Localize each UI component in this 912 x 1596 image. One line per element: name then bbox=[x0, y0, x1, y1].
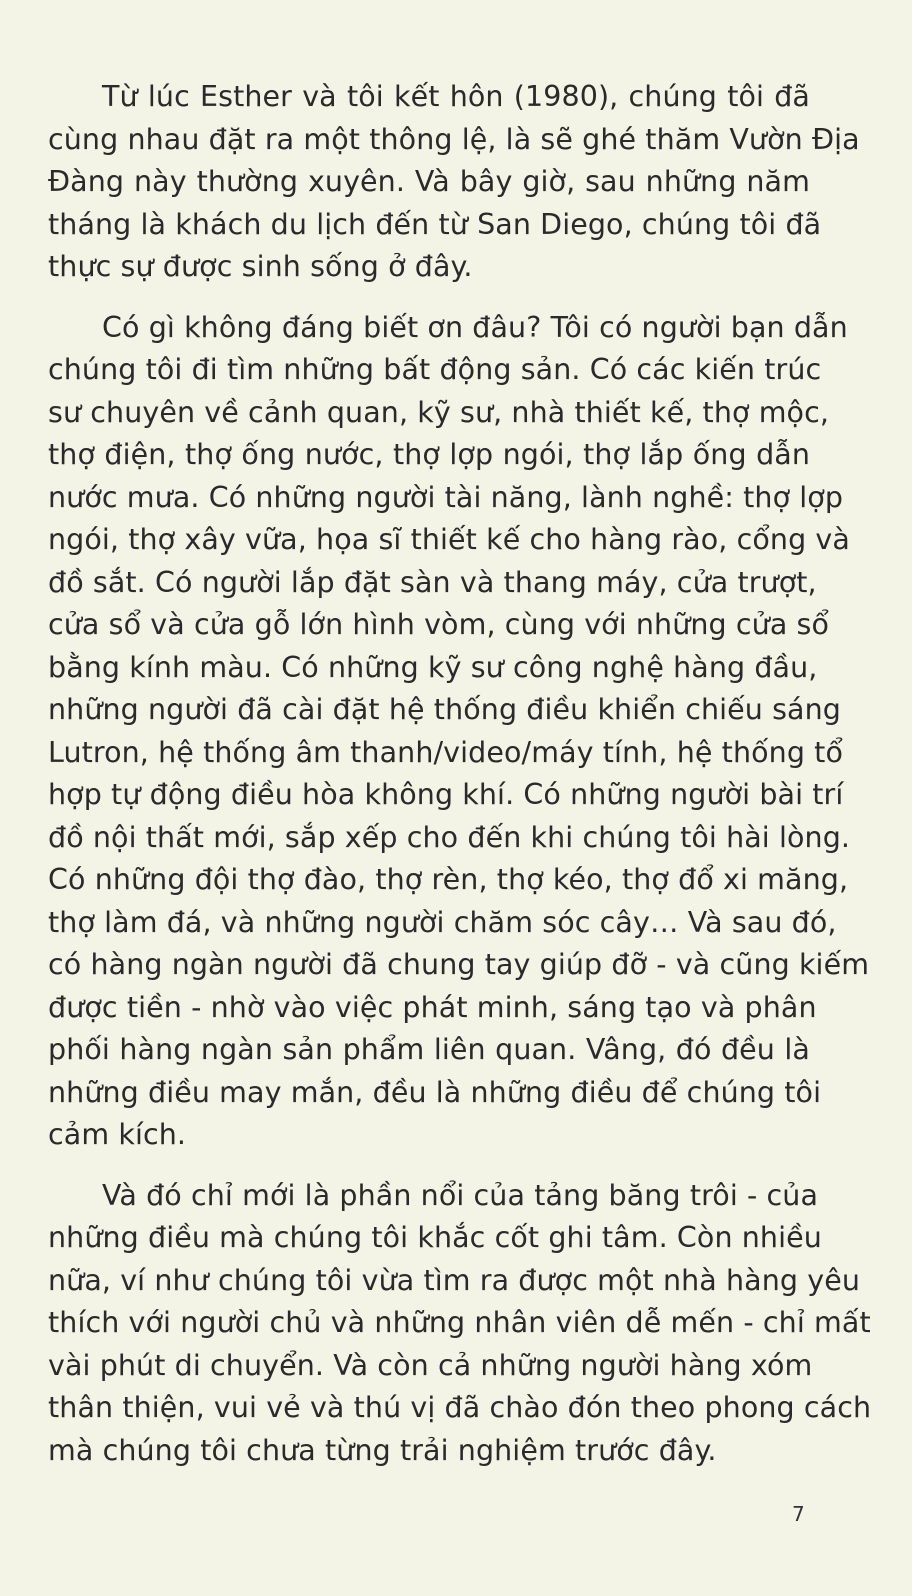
paragraph-line: những người đã cài đặt hệ thống điều khiển chiếu sáng bbox=[48, 693, 841, 726]
paragraph-line: những điều may mắn, đều là những điều để chúng tôi bbox=[48, 1075, 822, 1109]
paragraph-line: vài phút di chuyển. Và còn cả những người hàng xóm bbox=[48, 1348, 813, 1382]
paragraph-2 bbox=[48, 307, 870, 1157]
paragraph-line: thân thiện, vui vẻ và thú vị đã chào đón theo phong cách bbox=[48, 1391, 872, 1424]
paragraph-line: Có gì không đáng biết ơn đâu? Tôi có người bạn dẫn bbox=[102, 310, 848, 344]
page-body bbox=[48, 76, 872, 1490]
paragraph-line: cùng nhau đặt ra một thông lệ, là sẽ ghé thăm Vườn Địa bbox=[48, 122, 860, 156]
paragraph-1 bbox=[48, 76, 860, 289]
paragraph-line: nước mưa. Có những người tài năng, lành nghề: thợ lợp bbox=[48, 480, 844, 514]
paragraph-line: Đàng này thường xuyên. Và bây giờ, sau những năm bbox=[48, 165, 810, 198]
paragraph-line: thợ làm đá, và những người chăm sóc cây… Và sau đó, bbox=[48, 905, 837, 939]
paragraph-line: mà chúng tôi chưa từng trải nghiệm trước đây. bbox=[48, 1433, 717, 1467]
paragraph-line: cảm kích. bbox=[48, 1118, 187, 1151]
paragraph-line: được tiền - nhờ vào việc phát minh, sáng tạo và phân bbox=[48, 990, 817, 1024]
paragraph-line: ngói, thợ xây vữa, họa sĩ thiết kế cho hàng rào, cổng và bbox=[48, 523, 850, 556]
paragraph-line: sư chuyên về cảnh quan, kỹ sư, nhà thiết kế, thợ mộc, bbox=[48, 395, 830, 429]
paragraph-3 bbox=[48, 1175, 872, 1473]
paragraph-line: những điều mà chúng tôi khắc cốt ghi tâm. Còn nhiều bbox=[48, 1221, 822, 1254]
paragraph-line: thợ điện, thợ ống nước, thợ lợp ngói, thợ lắp ống dẫn bbox=[48, 438, 810, 471]
page-number: 7 bbox=[792, 1502, 805, 1526]
paragraph-line: thích với người chủ và những nhân viên dễ mến - chỉ mất bbox=[48, 1306, 871, 1339]
paragraph-line: hợp tự động điều hòa không khí. Có những người bài trí bbox=[48, 778, 844, 811]
paragraph-line: thực sự được sinh sống ở đây. bbox=[48, 250, 473, 283]
paragraph-line: tháng là khách du lịch đến từ San Diego, chúng tôi đã bbox=[48, 207, 822, 241]
paragraph-line: Có những đội thợ đào, thợ rèn, thợ kéo, thợ đổ xi măng, bbox=[48, 863, 849, 896]
paragraph-line: đồ sắt. Có người lắp đặt sàn và thang máy, cửa trượt, bbox=[48, 565, 817, 599]
paragraph-line: bằng kính màu. Có những kỹ sư công nghệ hàng đầu, bbox=[48, 650, 818, 684]
paragraph-line: chúng tôi đi tìm những bất động sản. Có các kiến trúc bbox=[48, 353, 822, 386]
paragraph-line: nữa, ví như chúng tôi vừa tìm ra được một nhà hàng yêu bbox=[48, 1263, 861, 1297]
paragraph-line: Lutron, hệ thống âm thanh/video/máy tính, hệ thống tổ bbox=[48, 735, 843, 769]
paragraph-line: phối hàng ngàn sản phẩm liên quan. Vâng, đó đều là bbox=[48, 1033, 810, 1066]
paragraph-line: có hàng ngàn người đã chung tay giúp đỡ - và cũng kiếm bbox=[48, 948, 870, 981]
paragraph-line: Từ lúc Esther và tôi kết hôn (1980), chúng tôi đã bbox=[102, 80, 810, 113]
paragraph-line: Và đó chỉ mới là phần nổi của tảng băng trôi - của bbox=[102, 1178, 819, 1212]
paragraph-line: đồ nội thất mới, sắp xếp cho đến khi chúng tôi hài lòng. bbox=[48, 820, 851, 854]
paragraph-line: cửa sổ và cửa gỗ lớn hình vòm, cùng với những cửa sổ bbox=[48, 608, 830, 641]
